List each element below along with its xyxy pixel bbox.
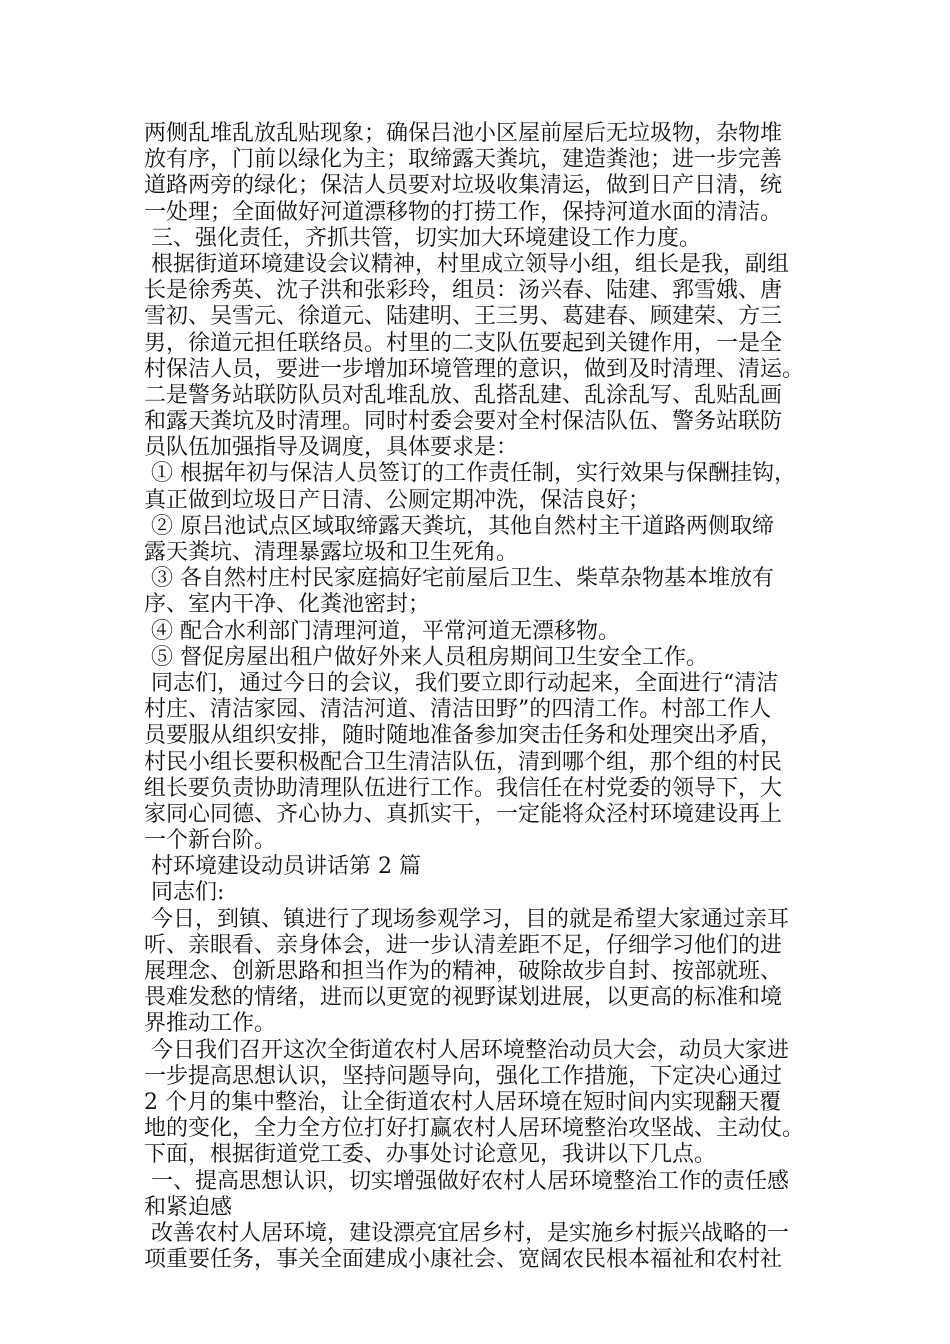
list-item: ⑤ 督促房屋出租户做好外来人员租房期间卫生安全工作。 — [144, 644, 708, 670]
section-heading: 三、强化责任，齐抓共管，切实加大环境建设工作力度。 — [144, 225, 701, 251]
text-line: 序、室内干净、化粪池密封； — [144, 592, 431, 618]
text-line: 放有序，门前以绿化为主；取缔露天粪坑，建造粪池；进一步完善 — [144, 147, 783, 173]
text-line: 畏难发愁的情绪，进而以更宽的视野谋划进展，以更高的标准和境 — [144, 985, 783, 1011]
text-line: 和紧迫感 — [144, 1194, 233, 1220]
text-line: 组长要负责协助清理队伍进行工作。我信任在村党委的领导下，大 — [144, 775, 783, 801]
list-item: ④ 配合水利部门清理河道，平常河道无漂移物。 — [144, 618, 620, 644]
text-line: 2 个月的集中整治，让全街道农村人居环境在短时间内实现翻天覆 — [144, 1089, 781, 1115]
text-line: 男，徐道元担任联络员。村里的二支队伍要起到关键作用，一是全 — [144, 330, 783, 356]
text-line: 员队伍加强指导及调度，具体要求是： — [144, 435, 519, 461]
text-line: 露天粪坑、清理暴露垃圾和卫生死角。 — [144, 540, 519, 565]
salutation: 同志们: — [144, 880, 225, 906]
text-line: 一步提高思想认识，坚持问题导向，强化工作措施，下定决心通过 — [144, 1063, 783, 1089]
text-line: 真正做到垃圾日产日清、公厕定期冲洗，保洁良好； — [144, 487, 651, 513]
text-line: 家同心同德、齐心协力、真抓实干，一定能将众泾村环境建设再上 — [144, 801, 783, 827]
text-line: 员要服从组织安排，随时随地准备参加突击任务和处理突出矛盾， — [144, 723, 783, 749]
list-item: ② 原吕池试点区域取缔露天粪坑，其他自然村主干道路两侧取缔 — [144, 513, 774, 539]
text-line: 今日，到镇、镇进行了现场参观学习，目的就是希望大家通过亲耳 — [144, 906, 789, 932]
text-line: 长是徐秀英、沈子洪和张彩玲，组员：汤兴春、陆建、郛雪娥、唐 — [144, 278, 783, 304]
text-line: 展理念、创新思路和担当作为的精神，破除故步自封、按部就班、 — [144, 959, 783, 984]
text-line: 一个新台阶。 — [144, 828, 277, 854]
text-line: 改善农村人居环境，建设漂亮宜居乡村，是实施乡村振兴战略的一 — [144, 1220, 789, 1246]
text-line: 二是警务站联防队员对乱堆乱放、乱搭乱建、乱涂乱写、乱贴乱画 — [144, 382, 783, 408]
text-line: 今日我们召开这次全街道农村人居环境整治动员大会，动员大家进 — [144, 1037, 789, 1063]
text-line: 村庄、清洁家园、清洁河道、清洁田野”的四清工作。村部工作人 — [144, 697, 772, 723]
text-line: 和露天粪坑及时清理。同时村委会要对全村保洁队伍、警务站联防 — [144, 409, 783, 435]
text-line: 下面，根据街道党工委、办事处讨论意见，我讲以下几点。 — [144, 1142, 717, 1168]
text-line: 地的变化，全力全方位打好打赢农村人居环境整治攻坚战、主动仗。 — [144, 1116, 805, 1142]
text-line: 界推动工作。 — [144, 1011, 277, 1037]
text-line: 听、亲眼看、亲身体会，进一步认清差距不足，仔细学习他们的进 — [144, 932, 783, 958]
text-line: 雪初、吴雪元、徐道元、陆建明、王三男、葛建春、顾建荣、方三 — [144, 304, 783, 330]
document-body — [144, 121, 834, 1273]
list-item: ③ 各自然村庄村民家庭搞好宅前屋后卫生、柴草杂物基本堆放有 — [144, 566, 774, 592]
text-line: 同志们，通过今日的会议，我们要立即行动起来，全面进行“清洁 — [144, 670, 779, 696]
text-line: 道路两旁的绿化；保洁人员要对垃圾收集清运，做到日产日清，统 — [144, 173, 783, 199]
list-item: ① 根据年初与保洁人员签订的工作责任制，实行效果与保酬挂钩， — [144, 461, 796, 487]
article-title: 村环境建设动员讲话第 2 篇 — [144, 854, 421, 880]
text-line: 项重要任务，事关全面建成小康社会、宽阔农民根本福祉和农村社 — [144, 1247, 783, 1273]
text-line: 村民小组长要积极配合卫生清洁队伍，清到哪个组，那个组的村民 — [144, 749, 783, 775]
text-line: 两侧乱堆乱放乱贴现象；确保吕池小区屋前屋后无垃圾物，杂物堆 — [144, 121, 783, 146]
text-line: 根据街道环境建设会议精神，村里成立领导小组，组长是我，副组 — [144, 251, 789, 277]
section-heading: 一、提高思想认识，切实增强做好农村人居环境整治工作的责任感 — [144, 1168, 789, 1194]
text-line: 一处理；全面做好河道漂移物的打捞工作，保持河道水面的清洁。 — [144, 199, 783, 225]
text-line: 村保洁人员，要进一步增加环境管理的意识，做到及时清理、清运。 — [144, 356, 805, 382]
